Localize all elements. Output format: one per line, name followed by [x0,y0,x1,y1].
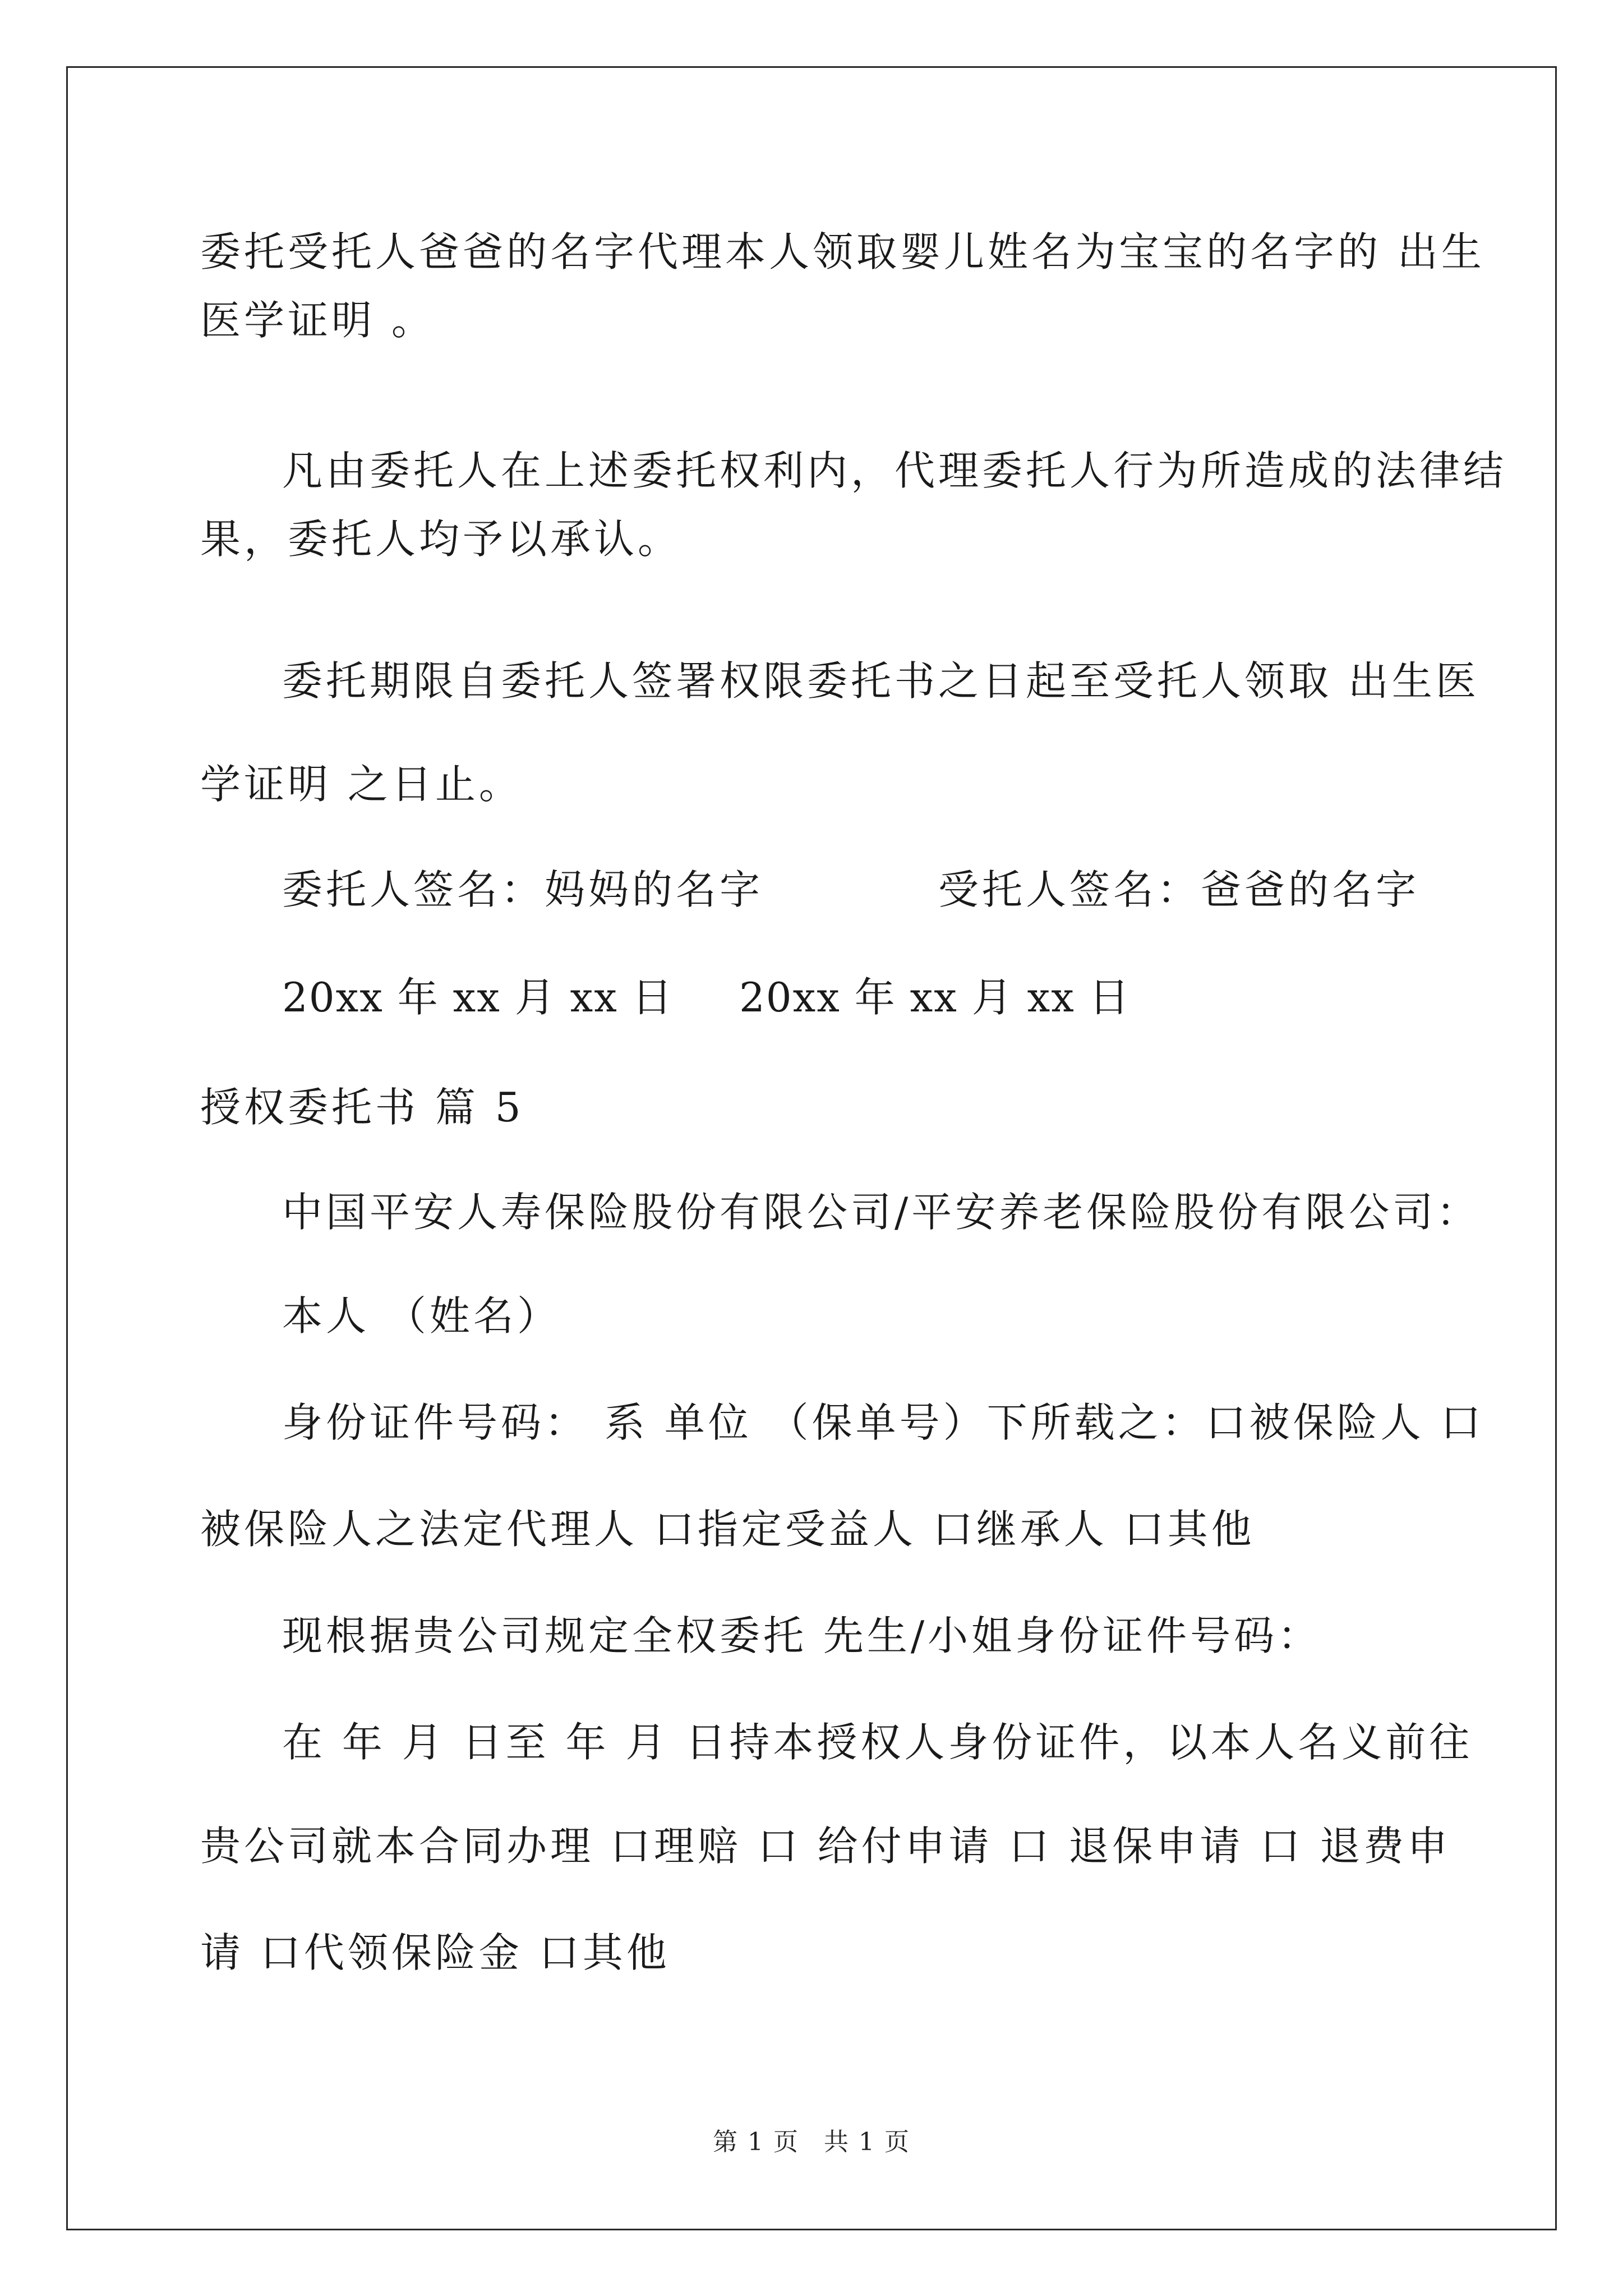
paragraph-line: 学证明 之日止。 [200,761,523,808]
date-agent: 20xx 年 xx 月 xx 日 [739,974,1131,1021]
paragraph-line: 委托受托人爸爸的名字代理本人领取婴儿姓名为宝宝的名字的 出生 [200,228,1485,275]
page-total: 共 1 页 [824,2128,910,2156]
page-border [66,66,1557,2230]
date-principal: 20xx 年 xx 月 xx 日 [282,974,674,1021]
paragraph-line: 委托期限自委托人签署权限委托书之日起至受托人领取 出生医 [282,657,1479,705]
signature-principal: 委托人签名：妈妈的名字 [282,866,764,913]
section-heading: 授权委托书 篇 5 [200,1084,524,1131]
paragraph-line: 被保险人之法定代理人 口指定受益人 口继承人 口其他 [200,1506,1255,1553]
signature-agent: 受托人签名：爸爸的名字 [938,866,1420,913]
paragraph-line: 本人 （姓名） [282,1292,561,1340]
paragraph-line: 身份证件号码： 系 单位 （保单号）下所载之：口被保险人 口 [282,1399,1484,1446]
paragraph-line: 医学证明 。 [200,297,435,344]
page-number: 第 1 页 [713,2128,799,2156]
paragraph-line: 果，委托人均予以承认。 [200,516,682,563]
paragraph-line: 请 口代领保险金 口其他 [200,1929,670,1976]
paragraph-line: 现根据贵公司规定全权委托 先生/小姐身份证件号码： [282,1612,1322,1659]
page-footer [0,2122,1623,2157]
paragraph-line: 在 年 月 日至 年 月 日持本授权人身份证件，以本人名义前往 [282,1719,1473,1766]
paragraph-line: 凡由委托人在上述委托权利内，代理委托人行为所造成的法律结 [282,447,1507,494]
paragraph-line: 贵公司就本合同办理 口理赔 口 给付申请 口 退保申请 口 退费申 [200,1823,1451,1870]
paragraph-line: 中国平安人寿保险股份有限公司/平安养老保险股份有限公司： [282,1189,1481,1236]
